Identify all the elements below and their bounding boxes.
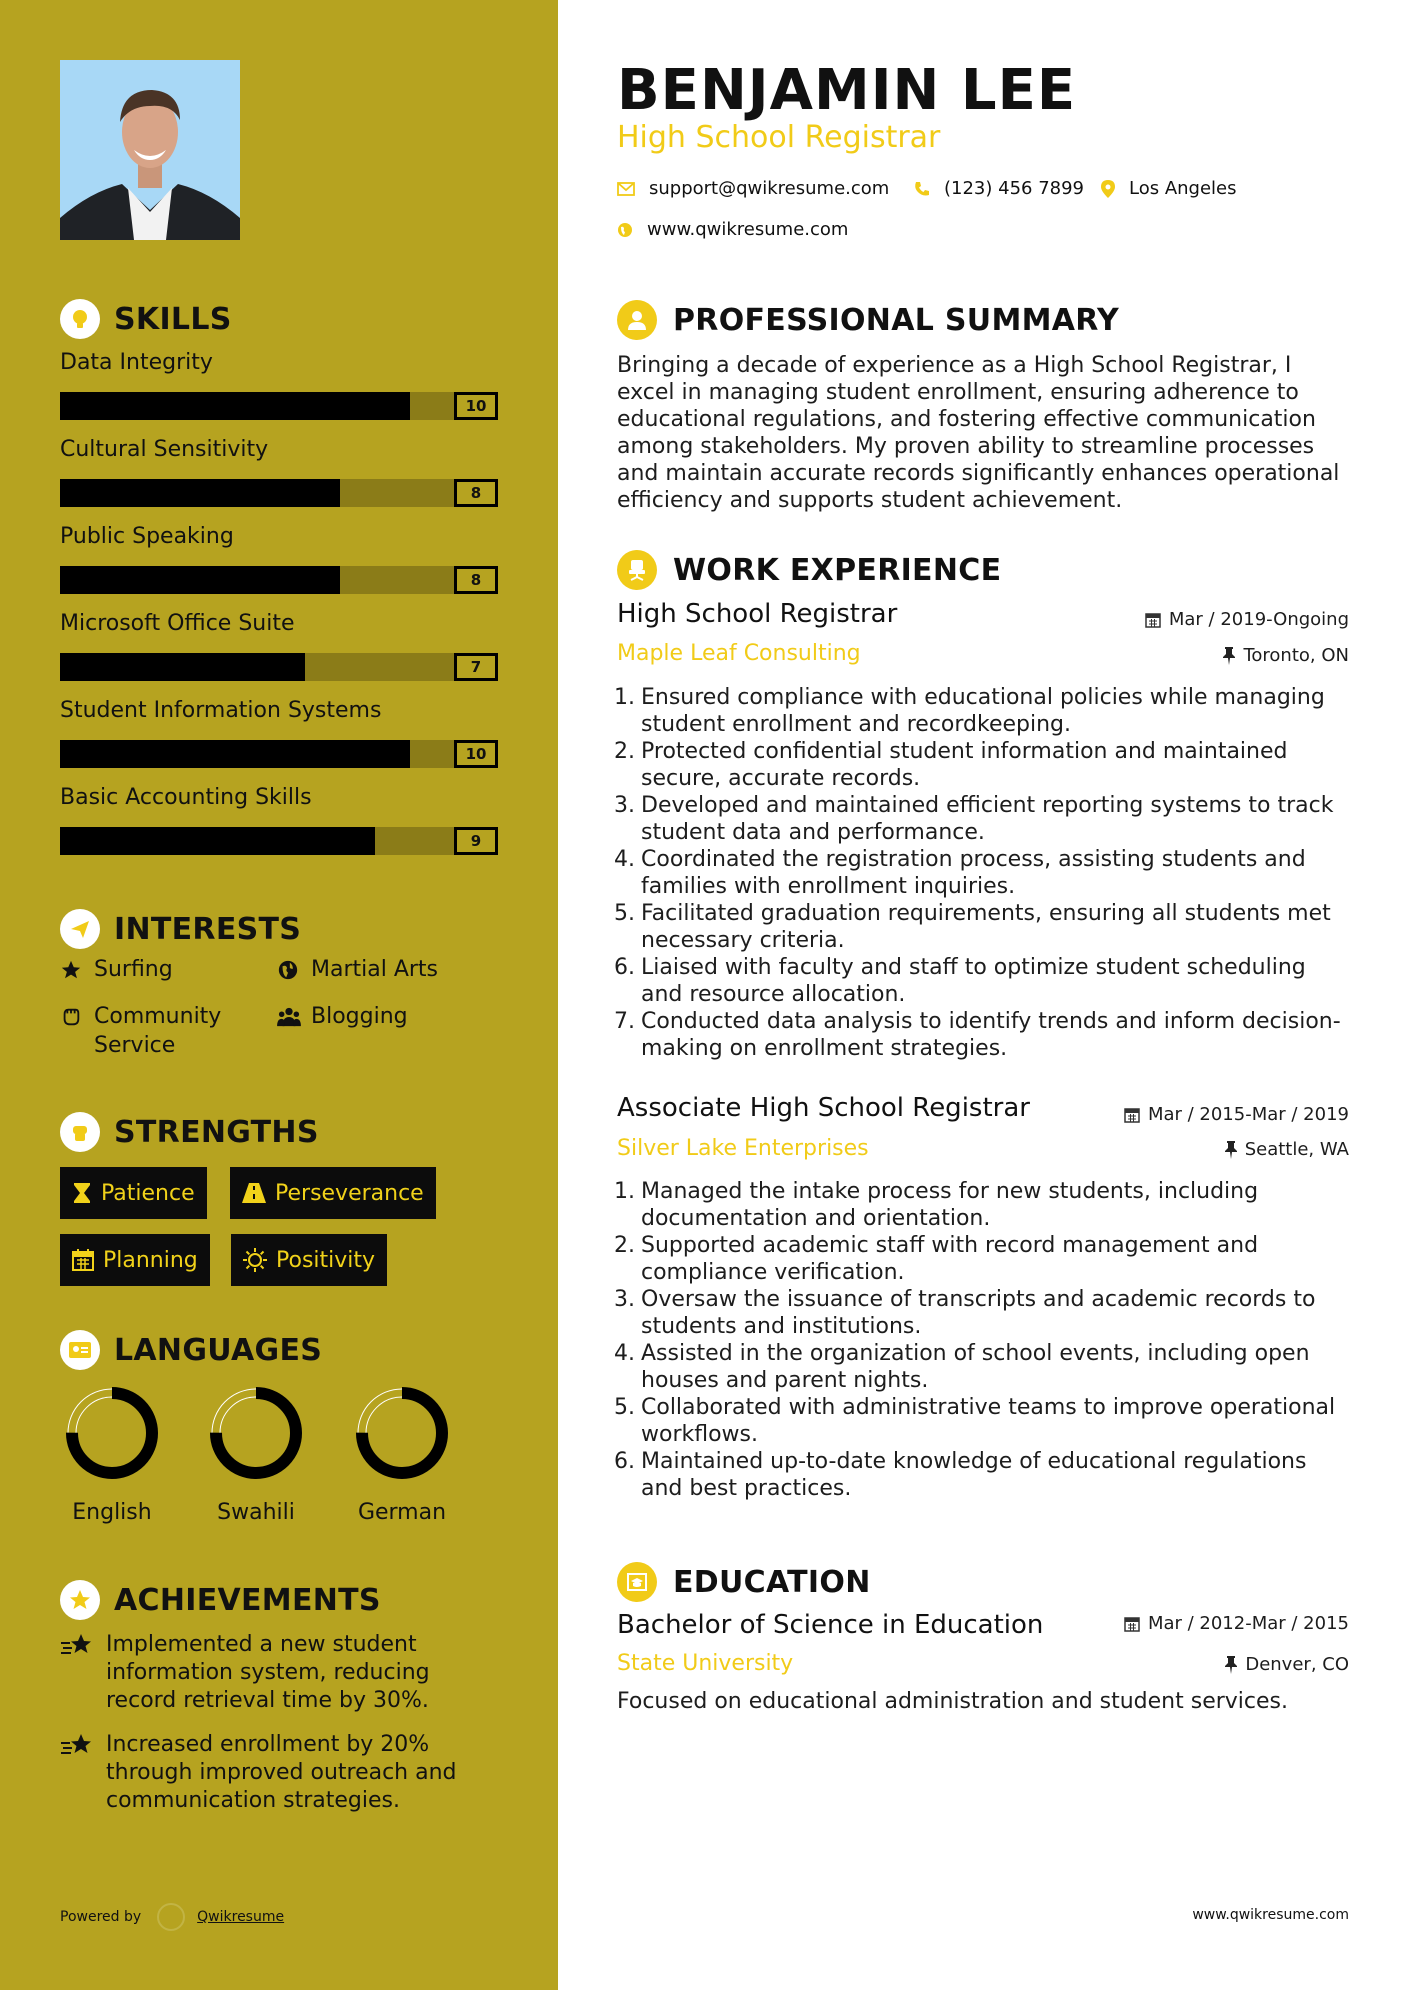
skill-row	[60, 698, 498, 785]
skill-name: Basic Accounting Skills	[60, 785, 312, 810]
job-title: High School Registrar	[617, 599, 898, 629]
job-date-text: Mar / 2019-Ongoing	[1168, 609, 1349, 630]
id-card-icon	[60, 1330, 100, 1370]
sidebar	[0, 0, 558, 1990]
fist-icon	[60, 1112, 100, 1152]
hand-icon	[60, 1002, 86, 1031]
contact-website[interactable]	[617, 219, 848, 240]
languages-heading	[60, 1328, 322, 1372]
job-duties-list	[609, 684, 1349, 1062]
experience-heading-text: WORK EXPERIENCE	[673, 552, 1002, 588]
job-location-text: Toronto, ON	[1243, 645, 1349, 666]
language-item	[352, 1386, 452, 1525]
language-ring	[209, 1386, 303, 1480]
strength-tag	[60, 1234, 210, 1286]
education-degree: Bachelor of Science in Education	[617, 1610, 1044, 1640]
experience-heading	[617, 548, 1001, 592]
email-text: support@qwikresume.com	[649, 178, 890, 199]
duty-item	[609, 1340, 1349, 1394]
duty-number: 3.	[614, 793, 635, 818]
skill-bar-fill	[60, 827, 375, 855]
skill-bar	[60, 653, 498, 681]
duty-text: Managed the intake process for new students, including documentation and orientation.	[641, 1179, 1259, 1231]
skills-heading-text: SKILLS	[114, 301, 232, 337]
star-icon	[60, 955, 86, 984]
skill-name: Cultural Sensitivity	[60, 437, 269, 462]
skills-list	[60, 350, 498, 872]
summary-heading	[617, 298, 1119, 342]
duty-text: Maintained up-to-date knowledge of educational regulations and best practices.	[641, 1449, 1307, 1501]
language-ring	[355, 1386, 449, 1480]
duty-number: 4.	[614, 847, 635, 872]
skill-name: Data Integrity	[60, 350, 213, 375]
candidate-name: BENJAMIN LEE	[617, 58, 1077, 123]
duty-text: Protected confidential student information and maintained secure, accurate records.	[641, 739, 1288, 791]
phone-text: (123) 456 7899	[944, 178, 1085, 199]
duty-text: Ensured compliance with educational policies while managing student enrollment and recordkeeping.	[641, 685, 1325, 737]
user-icon	[617, 300, 657, 340]
globe-icon	[277, 955, 303, 984]
interest-item	[60, 955, 173, 984]
job-company: Silver Lake Enterprises	[617, 1136, 869, 1161]
skill-row	[60, 350, 498, 437]
skill-bar	[60, 566, 498, 594]
education-date-text: Mar / 2012-Mar / 2015	[1147, 1613, 1349, 1634]
skill-row	[60, 524, 498, 611]
achievement-item	[60, 1731, 490, 1815]
duty-item	[609, 954, 1349, 1008]
education-location-text: Denver, CO	[1245, 1654, 1349, 1675]
skill-name: Public Speaking	[60, 524, 234, 549]
calendar-icon	[1124, 1616, 1140, 1632]
languages-heading-text: LANGUAGES	[114, 1332, 323, 1368]
phone-icon	[914, 181, 930, 197]
duty-text: Liaised with faculty and staff to optimize student scheduling and resource allocation.	[641, 955, 1306, 1007]
duty-number: 2.	[614, 1233, 635, 1258]
duty-item	[609, 684, 1349, 738]
footer-url[interactable]: www.qwikresume.com	[1192, 1907, 1349, 1923]
website-text: www.qwikresume.com	[647, 219, 849, 240]
duty-number: 4.	[614, 1341, 635, 1366]
powered-by	[60, 1903, 284, 1931]
shooting-star-icon	[60, 1631, 96, 1661]
interest-label: Community Service	[94, 1004, 222, 1058]
duty-number: 3.	[614, 1287, 635, 1312]
strength-label: Positivity	[276, 1247, 376, 1273]
language-name: English	[72, 1500, 152, 1525]
duty-text: Facilitated graduation requirements, ensuring all students met necessary criteria.	[641, 901, 1331, 953]
users-icon	[277, 1002, 303, 1031]
profile-photo	[60, 60, 240, 240]
duty-number: 7.	[614, 1009, 635, 1034]
pushpin-icon	[1223, 647, 1235, 665]
duty-number: 5.	[614, 901, 635, 926]
location-text: Los Angeles	[1129, 178, 1237, 199]
qwikresume-logo-icon	[157, 1903, 185, 1931]
pushpin-icon	[1225, 1656, 1237, 1674]
interests-heading	[60, 907, 301, 951]
duty-item	[609, 1394, 1349, 1448]
hourglass-icon	[72, 1182, 92, 1204]
achievements-heading-text: ACHIEVEMENTS	[114, 1582, 381, 1618]
job-location	[1225, 1139, 1349, 1160]
language-ring	[65, 1386, 159, 1480]
interest-item	[277, 955, 438, 984]
language-item	[62, 1386, 162, 1525]
duty-item	[609, 900, 1349, 954]
paper-plane-icon	[60, 909, 100, 949]
skill-row	[60, 611, 498, 698]
language-name: Swahili	[217, 1500, 295, 1525]
job-location	[1223, 645, 1349, 666]
education-heading	[617, 1560, 871, 1604]
envelope-icon	[617, 182, 635, 196]
education-description: Focused on educational administration and student services.	[617, 1689, 1288, 1714]
pushpin-icon	[1225, 1141, 1237, 1159]
duty-text: Assisted in the organization of school events, including open houses and parent nights.	[641, 1341, 1310, 1393]
achievements-heading	[60, 1578, 381, 1622]
duty-number: 6.	[614, 955, 635, 980]
language-item	[206, 1386, 306, 1525]
powered-by-label: Powered by	[60, 1909, 142, 1925]
contact-phone[interactable]	[914, 178, 1084, 199]
duty-text: Collaborated with administrative teams to improve operational workflows.	[641, 1395, 1336, 1447]
skill-value: 8	[454, 479, 498, 507]
calendar-icon	[1145, 612, 1161, 628]
language-name: German	[357, 1500, 447, 1525]
job-title: Associate High School Registrar	[617, 1093, 1030, 1123]
interest-item	[277, 1002, 408, 1031]
strengths-heading	[60, 1110, 319, 1154]
candidate-role: High School Registrar	[617, 120, 941, 155]
skill-row	[60, 437, 498, 524]
skill-row	[60, 785, 498, 872]
skill-bar	[60, 479, 498, 507]
shooting-star-icon	[60, 1731, 96, 1761]
qwikresume-link[interactable]: Qwikresume	[197, 1909, 285, 1925]
skill-name: Microsoft Office Suite	[60, 611, 295, 636]
lightbulb-icon	[60, 299, 100, 339]
summary-heading-text: PROFESSIONAL SUMMARY	[673, 302, 1120, 338]
skill-name: Student Information Systems	[60, 698, 382, 723]
skill-bar-fill	[60, 653, 305, 681]
education-date	[1124, 1613, 1349, 1634]
sun-icon	[243, 1248, 267, 1272]
map-pin-icon	[1101, 180, 1115, 198]
duty-text: Coordinated the registration process, assisting students and families with enrollment inquiries.	[641, 847, 1306, 899]
graduation-icon	[617, 1562, 657, 1602]
contact-location	[1101, 178, 1237, 199]
duty-item	[609, 1178, 1349, 1232]
interest-label: Surfing	[94, 957, 173, 982]
duty-item	[609, 1448, 1349, 1502]
skill-value: 8	[454, 566, 498, 594]
strength-label: Planning	[103, 1247, 198, 1273]
skill-bar-fill	[60, 392, 410, 420]
summary-text: Bringing a decade of experience as a High School Registrar, I excel in managing student enrollment, ensuring adherence to educational regulations, and fostering effective communication among stakeholders. My proven ability to streamline processes and maintain accurate records significantly enhances operational efficiency and supports student achievement.	[617, 353, 1340, 513]
achievement-text: Increased enrollment by 20% through improved outreach and communication strategies.	[106, 1732, 457, 1813]
skill-value: 9	[454, 827, 498, 855]
strength-label: Patience	[101, 1180, 195, 1206]
job-date	[1124, 1104, 1349, 1125]
calendar-icon	[1124, 1107, 1140, 1123]
duty-item	[609, 846, 1349, 900]
strength-tag	[60, 1167, 207, 1219]
interest-label: Martial Arts	[311, 957, 439, 982]
skill-bar-fill	[60, 479, 340, 507]
globe-icon	[617, 222, 633, 238]
education-heading-text: EDUCATION	[673, 1564, 871, 1600]
job-company: Maple Leaf Consulting	[617, 641, 861, 666]
calendar-icon	[72, 1249, 94, 1271]
star-badge-icon	[60, 1580, 100, 1620]
job-date	[1145, 609, 1349, 630]
duty-item	[609, 1232, 1349, 1286]
skills-heading	[60, 297, 232, 341]
education-school: State University	[617, 1651, 794, 1676]
strength-label: Perseverance	[275, 1180, 424, 1206]
road-icon	[242, 1183, 266, 1203]
interest-item	[60, 1002, 260, 1060]
skill-bar	[60, 392, 498, 420]
duty-item	[609, 792, 1349, 846]
skill-bar-fill	[60, 566, 340, 594]
strength-tag	[231, 1234, 387, 1286]
job-date-text: Mar / 2015-Mar / 2019	[1147, 1104, 1349, 1125]
duty-text: Supported academic staff with record management and compliance verification.	[641, 1233, 1259, 1285]
achievement-text: Implemented a new student information system, reducing record retrieval time by 30%.	[106, 1632, 430, 1713]
duty-text: Developed and maintained efficient reporting systems to track student data and performance.	[641, 793, 1334, 845]
achievement-item	[60, 1631, 490, 1715]
duty-text: Conducted data analysis to identify trends and inform decision-making on enrollment strategies.	[641, 1009, 1341, 1061]
duty-number: 6.	[614, 1449, 635, 1474]
duty-item	[609, 1008, 1349, 1062]
duty-number: 1.	[614, 1179, 635, 1204]
office-chair-icon	[617, 550, 657, 590]
interest-label: Blogging	[311, 1004, 408, 1029]
strength-tag	[230, 1167, 436, 1219]
skill-value: 10	[454, 740, 498, 768]
education-location	[1225, 1654, 1349, 1675]
skill-bar	[60, 740, 498, 768]
duty-number: 1.	[614, 685, 635, 710]
duty-number: 5.	[614, 1395, 635, 1420]
skill-value: 10	[454, 392, 498, 420]
job-duties-list	[609, 1178, 1349, 1502]
duty-text: Oversaw the issuance of transcripts and academic records to students and institutions.	[641, 1287, 1316, 1339]
interests-heading-text: INTERESTS	[114, 911, 302, 947]
skill-bar-fill	[60, 740, 410, 768]
duty-item	[609, 1286, 1349, 1340]
duty-number: 2.	[614, 739, 635, 764]
skill-bar	[60, 827, 498, 855]
contact-email[interactable]	[617, 178, 889, 199]
job-location-text: Seattle, WA	[1244, 1139, 1349, 1160]
duty-item	[609, 738, 1349, 792]
strengths-heading-text: STRENGTHS	[114, 1114, 319, 1150]
skill-value: 7	[454, 653, 498, 681]
